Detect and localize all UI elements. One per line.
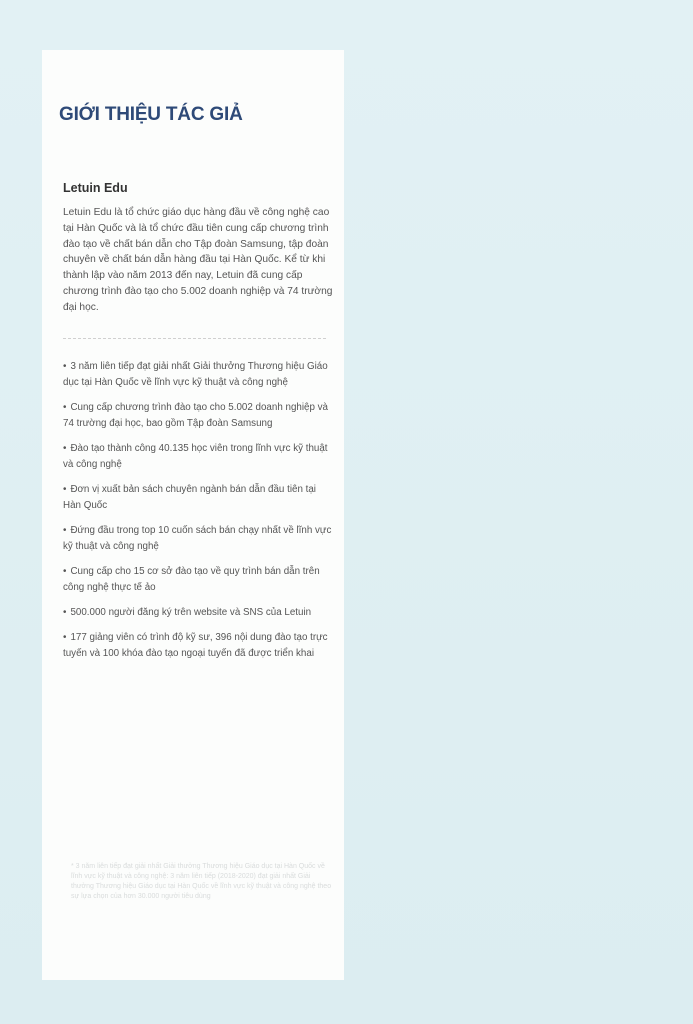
section-title: GIỚI THIỆU TÁC GIẢ (59, 104, 243, 125)
list-item (63, 523, 333, 555)
bullet-icon: • (63, 402, 67, 413)
bullet-icon: • (63, 484, 67, 495)
list-item (63, 441, 333, 473)
list-item-text: Đứng đầu trong top 10 cuốn sách bán chạy nhất về lĩnh vực kỹ thuật và công nghệ (63, 525, 332, 552)
bullet-icon: • (63, 525, 67, 536)
bullet-icon: • (63, 443, 67, 454)
bullet-icon: • (63, 361, 67, 372)
list-item-text: Đơn vị xuất bản sách chuyên ngành bán dẫn đầu tiên tại Hàn Quốc (63, 484, 316, 511)
divider (63, 338, 326, 339)
list-item-text: 500.000 người đăng ký trên website và SNS của Letuin (70, 607, 312, 618)
footnote: * 3 năm liên tiếp đạt giải nhất Giải thưởng Thương hiệu Giáo dục tại Hàn Quốc về lĩnh vực kỹ thuật và công nghệ: 3 năm liên tiếp (2018-2020) đạt giải nhất Giải thưởng Thương hiệu Giáo dục tại Hàn Quốc về lĩnh vực kỹ thuật và công nghệ theo sự lựa chọn của hơn 30.000 người tiêu dùng (71, 863, 332, 900)
achievement-list (63, 359, 333, 671)
list-item (63, 564, 333, 596)
list-item-text: Đào tạo thành công 40.135 học viên trong lĩnh vực kỹ thuật và công nghệ (63, 443, 328, 470)
list-item (63, 359, 333, 391)
list-item-text: Cung cấp chương trình đào tạo cho 5.002 doanh nghiệp và 74 trường đại học, bao gồm Tập đoàn Samsung (63, 402, 328, 429)
list-item (63, 400, 333, 432)
list-item (63, 482, 333, 514)
author-intro: Letuin Edu là tổ chức giáo dục hàng đầu về công nghệ cao tại Hàn Quốc và là tổ chức đầu tiên cung cấp chương trình đào tạo về chất bán dẫn cho Tập đoàn Samsung, tập đoàn chuyên về chất bán dẫn hàng đầu tại Hàn Quốc. Kể từ khi thành lập vào năm 2013 đến nay, Letuin đã cung cấp chương trình đào tạo cho 5.002 doanh nghiệp và 74 trường đại học. (63, 207, 333, 313)
list-item (63, 630, 333, 662)
list-item-text: 3 năm liên tiếp đạt giải nhất Giải thưởng Thương hiệu Giáo dục tại Hàn Quốc về lĩnh vực kỹ thuật và công nghệ (63, 361, 328, 388)
list-item-text: Cung cấp cho 15 cơ sở đào tạo về quy trình bán dẫn trên công nghệ thực tế ảo (63, 566, 320, 593)
bullet-icon: • (63, 632, 67, 643)
list-item (63, 605, 333, 621)
author-name: Letuin Edu (63, 181, 128, 195)
bullet-icon: • (63, 566, 67, 577)
list-item-text: 177 giảng viên có trình độ kỹ sư, 396 nội dung đào tạo trực tuyến và 100 khóa đào tạo ngoại tuyến đã được triển khai (63, 632, 328, 659)
bullet-icon: • (63, 607, 67, 618)
